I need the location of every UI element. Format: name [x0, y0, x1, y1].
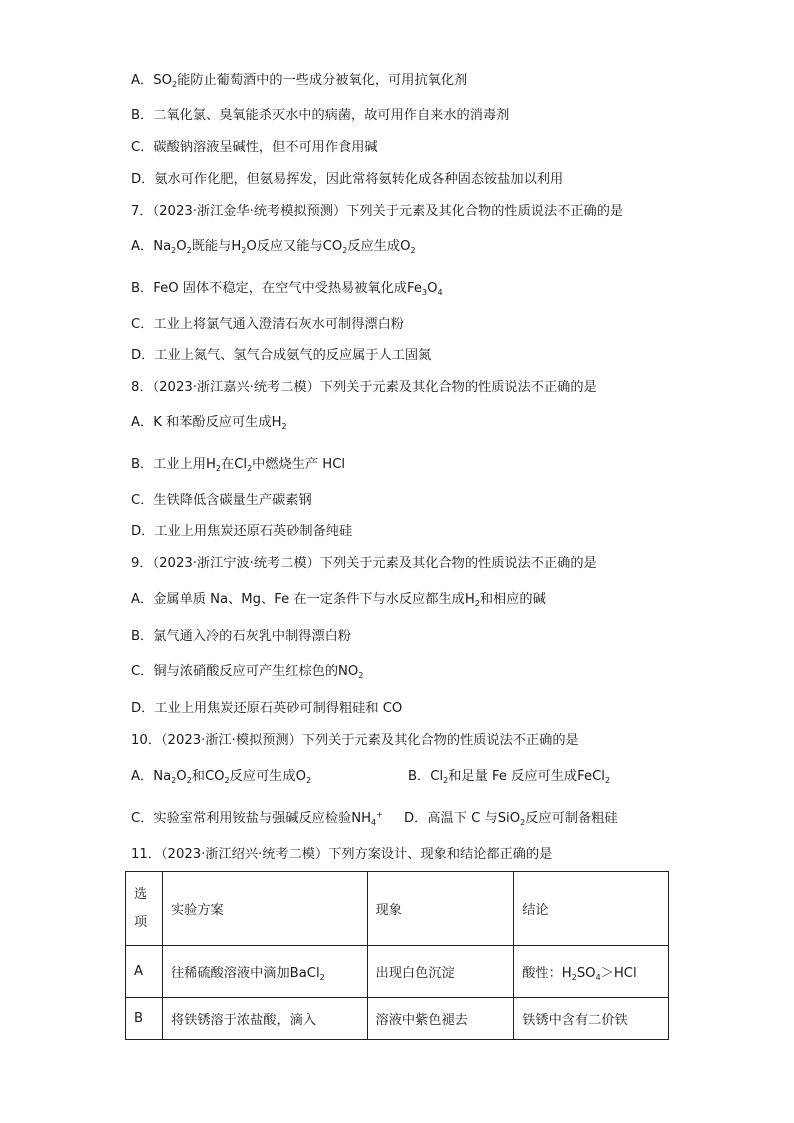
cell-conclusion: 铁锈中含有二价铁: [514, 998, 669, 1040]
question-8: 8．（2023·浙江嘉兴·统考二模）下列关于元素及其化合物的性质说法不正确的是: [131, 380, 597, 395]
table-row: [126, 998, 669, 1040]
option-line: C．生铁降低含碳量生产碳素钢: [131, 493, 312, 508]
header-plan: 实验方案: [162, 872, 367, 946]
experiment-table: [125, 871, 669, 1040]
option-line: C．铜与浓硝酸反应可产生红棕色的$NO_2$: [131, 664, 364, 680]
header-observation: 现象: [367, 872, 514, 946]
option-line: A．$Na_2O_2$既能与$H_2O$反应又能与$CO_2$反应生成$O_2$: [131, 239, 416, 255]
question-11: 11．（2023·浙江绍兴·统考二模）下列方案设计、现象和结论都正确的是: [131, 847, 553, 862]
cell-option: B: [126, 998, 163, 1040]
question-7: 7．（2023·浙江金华·统考模拟预测）下列关于元素及其化合物的性质说法不正确的是: [131, 204, 624, 219]
option-line: B．$Cl_2$和足量 Fe 反应可生成FeCl$_2$: [408, 769, 611, 785]
cell-observation: 出现白色沉淀: [367, 946, 514, 998]
header-option: 选 项: [126, 872, 163, 946]
question-9: 9．（2023·浙江宁波·统考二模）下列关于元素及其化合物的性质说法不正确的是: [131, 556, 597, 571]
option-line: D．氨水可作化肥，但氨易挥发，因此常将氨转化成各种固态铵盐加以利用: [131, 172, 564, 187]
option-line: B．FeO 固体不稳定，在空气中受热易被氧化成$Fe_3O_4$: [131, 281, 443, 297]
option-line: B．工业上用$H_2$在$Cl_2$中燃烧生产 HCl: [131, 457, 346, 473]
option-line: D．高温下 C 与SiO$_2$反应可制备粗硅: [404, 811, 618, 827]
option-line: C．实验室常利用铵盐与强碱反应检验$NH_4^+$: [131, 810, 383, 827]
option-line: A．金属单质 Na、Mg、Fe 在一定条件下与水反应都生成$H_2$和相应的碱: [131, 592, 546, 608]
option-line: A．$SO_2$能防止葡萄酒中的一些成分被氧化，可用抗氧化剂: [131, 73, 468, 89]
question-10: 10．（2023·浙江·模拟预测）下列关于元素及其化合物的性质说法不正确的是: [131, 733, 579, 748]
cell-observation: 溶液中紫色褪去: [367, 998, 514, 1040]
option-line: B．二氧化氯、臭氧能杀灭水中的病菌，故可用作自来水的消毒剂: [131, 108, 510, 123]
option-line: C．工业上将氯气通入澄清石灰水可制得漂白粉: [131, 317, 404, 332]
option-line: D．工业上用焦炭还原石英砂可制得粗硅和 CO: [131, 701, 403, 716]
option-line: D．工业上氮气、氢气合成氨气的反应属于人工固氮: [131, 348, 432, 363]
option-line: C．碳酸钠溶液呈碱性，但不可用作食用碱: [131, 140, 378, 155]
cell-plan: 往稀硫酸溶液中滴加BaCl$_2$: [162, 946, 367, 998]
option-line: A．K 和苯酚反应可生成$H_2$: [131, 415, 287, 431]
table-row: [126, 946, 669, 998]
cell-option: A: [126, 946, 163, 998]
table-header-row: [126, 872, 669, 946]
option-line: A．$Na_2O_2$和$CO_2$反应可生成$O_2$: [131, 769, 312, 785]
option-line: D．工业上用焦炭还原石英砂制备纯硅: [131, 524, 353, 539]
option-line: B．氯气通入冷的石灰乳中制得漂白粉: [131, 629, 352, 644]
header-conclusion: 结论: [514, 872, 669, 946]
cell-conclusion: 酸性：$H_2SO_4>HCl$: [514, 946, 669, 998]
cell-plan: 将铁锈溶于浓盐酸，滴入: [162, 998, 367, 1040]
